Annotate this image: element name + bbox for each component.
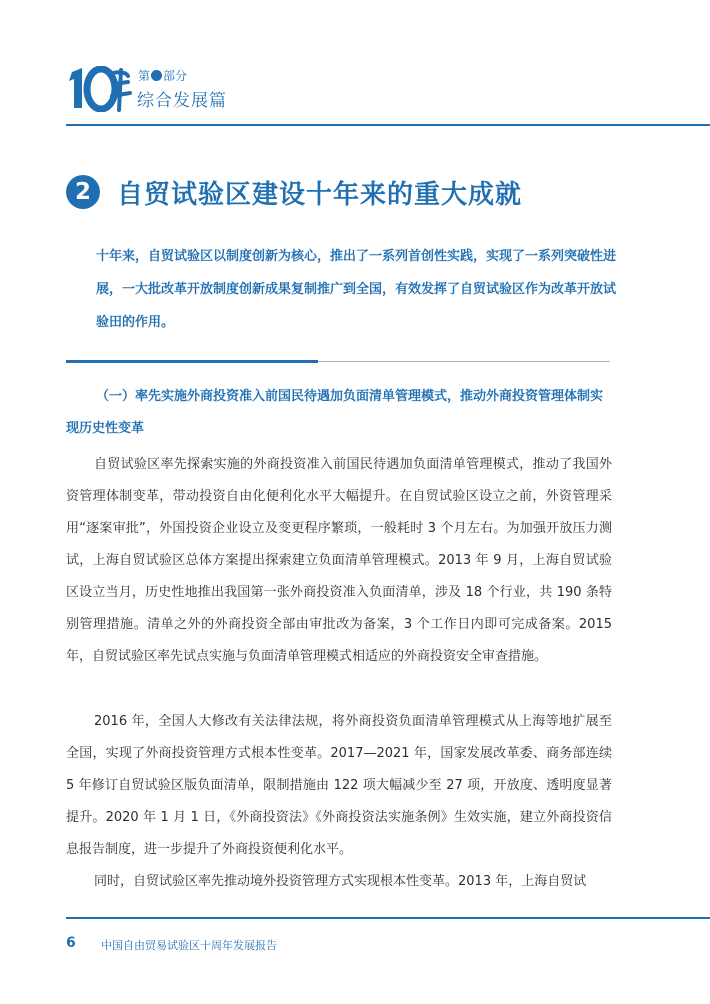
part-prefix: 第 [138,69,151,83]
subheading: （一）率先实施外商投资准入前国民待遇加负面清单管理模式，推动外商投资管理体制实现历史性变革 [66,389,604,436]
part-title: 综合发展篇 [137,91,227,111]
header-divider [66,124,710,126]
ten-years-logo [66,66,132,112]
body-paragraph: 同时，自贸试验区率先推动境外投资管理方式实现根本性变革。2013 年，上海自贸试 [94,874,587,889]
section-title: 自贸试验区建设十年来的重大成就 [117,180,523,210]
part-label [138,69,187,83]
page-number: 6 [66,935,76,951]
footer-report-title: 中国自由贸易试验区十周年发展报告 [101,939,277,952]
body-paragraph: 2016 年，全国人大修改有关法律法规，将外商投资负面清单管理模式从上海等地扩展至全国，实现了外商投资管理方式根本性变革。2017—2021 年，国家发展改革委、商务部连续 5 年修订自贸试验区版负面清单，限制措施由 122 项大幅减少至 27 项，开放度、透明度显著提升。2020 年 1 月 1 日，《外商投资法》《外商投资法实施条例》生效实施，建立外商投资信息报告制度，进一步提升了外商投资便利化水平。 [66,714,612,857]
section-number-badge: 2 [66,175,100,209]
part-suffix: 部分 [163,69,188,83]
part-number-dot-icon [151,70,162,81]
footer-divider [66,917,710,919]
section-divider-accent [66,360,318,363]
body-paragraph: 自贸试验区率先探索实施的外商投资准入前国民待遇加负面清单管理模式，推动了我国外资管理体制变革，带动投资自由化便利化水平大幅提升。在自贸试验区设立之前，外资管理采用“逐案审批”，外国投资企业设立及变更程序繁琐，一般耗时 3 个月左右。为加强开放压力测试，上海自贸试验区总体方案提出探索建立负面清单管理模式。2013 年 9 月，上海自贸试验区设立当月，历史性地推出我国第一张外商投资准入负面清单，涉及 18 个行业，共 190 条特别管理措施。清单之外的外商投资全部由审批改为备案，3 个工作日内即可完成备案。2015 年，自贸试验区率先试点实施与负面清单管理模式相适应的外商投资安全审查措施。 [66,457,612,664]
lead-paragraph: 十年来，自贸试验区以制度创新为核心，推出了一系列首创性实践，实现了一系列突破性进展，一大批改革开放制度创新成果复制推广到全国，有效发挥了自贸试验区作为改革开放试验田的作用。 [96,249,617,330]
